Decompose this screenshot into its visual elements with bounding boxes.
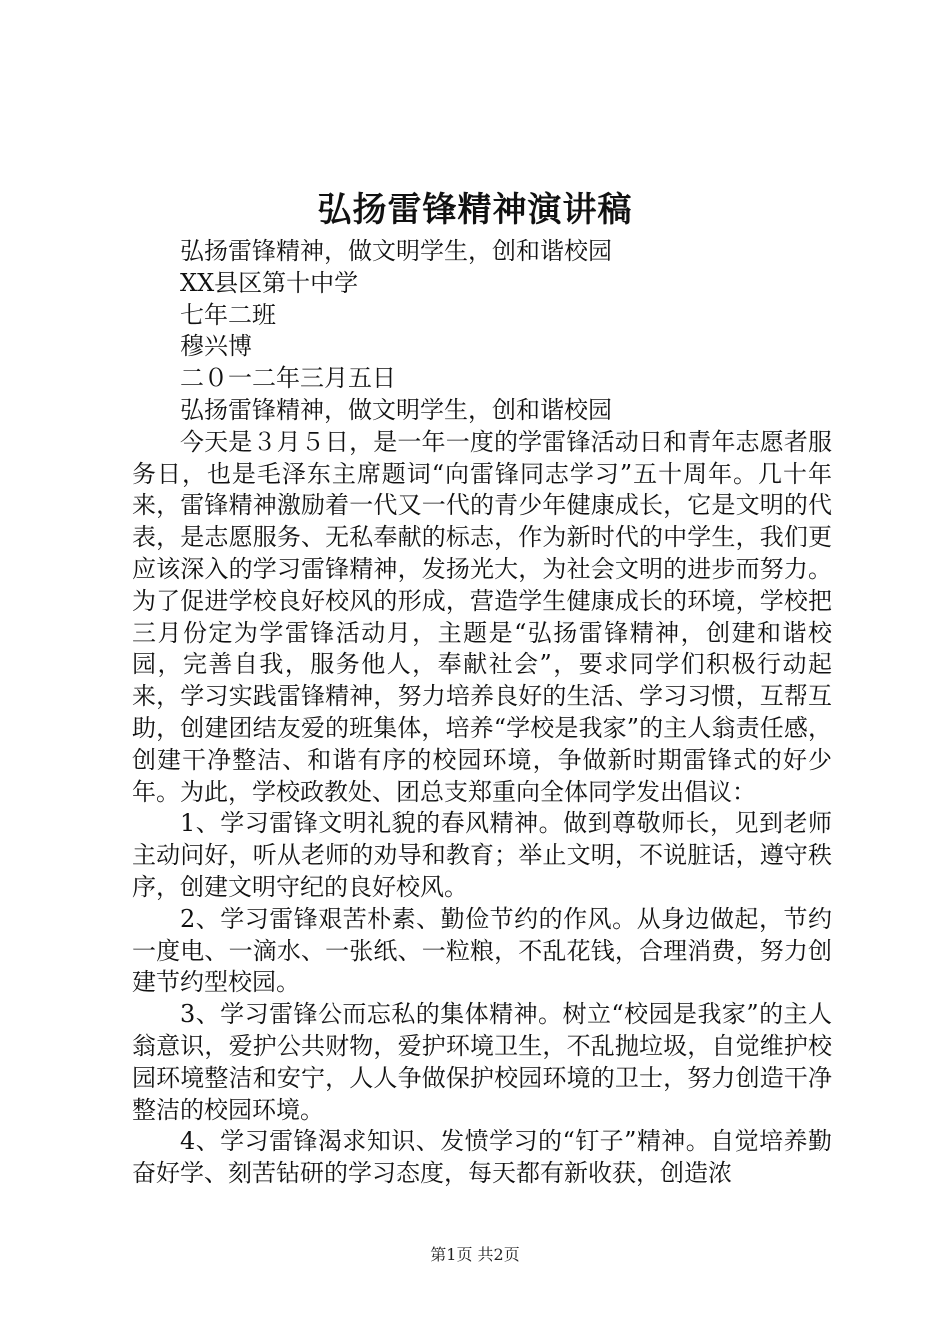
body-paragraph-intro: 今天是３月５日，是一年一度的学雷锋活动日和青年志愿者服务日，也是毛泽东主席题词“向雷锋同志学习”五十周年。几十年来，雷锋精神激励着一代又一代的青少年健康成长，它是文明的代表，是志愿服务、无私奉献的标志，作为新时代的中学生，我们更应该深入的学习雷锋精神，发扬光大，为社会文明的进步而努力。为了促进学校良好校风的形成，营造学生健康成长的环境，学校把三月份定为学雷锋活动月，主题是“弘扬雷锋精神，创建和谐校园，完善自我，服务他人，奉献社会”，要求同学们积极行动起来，学习实践雷锋精神，努力培养良好的生活、学习习惯，互帮互助，创建团结友爱的班集体，培养“学校是我家”的主人翁责任感，创建干净整洁、和谐有序的校园环境，争做新时期雷锋式的好少年。为此，学校政教处、团总支郑重向全体同学发出倡议： [132, 427, 832, 806]
document-body [132, 236, 832, 1190]
document-title: 弘扬雷锋精神演讲稿 [317, 190, 633, 230]
author-name: 穆兴博 [180, 332, 252, 361]
repeated-subtitle-line: 弘扬雷锋精神，做文明学生，创和谐校园 [180, 395, 612, 424]
school-name: XX县区第十中学 [180, 268, 359, 297]
body-paragraph-item-3: 3、学习雷锋公而忘私的集体精神。树立“校园是我家”的主人翁意识，爱护公共财物，爱护环境卫生，不乱抛垃圾，自觉维护校园环境整洁和安宁，人人争做保护校园环境的卫士，努力创造干净整洁的校园环境。 [132, 1000, 832, 1124]
class-name: 七年二班 [180, 300, 276, 329]
body-paragraph-item-1: 1、学习雷锋文明礼貌的春风精神。做到尊敬师长，见到老师主动问好，听从老师的劝导和教育；举止文明，不说脏话，遵守秩序，创建文明守纪的良好校风。 [132, 809, 832, 901]
date-line: 二０一二年三月五日 [180, 364, 396, 393]
page-footer: 第1页 共2页 [430, 1245, 520, 1264]
subtitle-line: 弘扬雷锋精神，做文明学生，创和谐校园 [180, 237, 612, 265]
body-paragraph-item-2: 2、学习雷锋艰苦朴素、勤俭节约的作风。从身边做起，节约一度电、一滴水、一张纸、一粒粮，不乱花钱，合理消费，努力创建节约型校园。 [132, 904, 832, 997]
body-paragraph-item-4: 4、学习雷锋渴求知识、发愤学习的“钉子”精神。自觉培养勤奋好学、刻苦钻研的学习态度，每天都有新收获，创造浓 [132, 1127, 832, 1188]
